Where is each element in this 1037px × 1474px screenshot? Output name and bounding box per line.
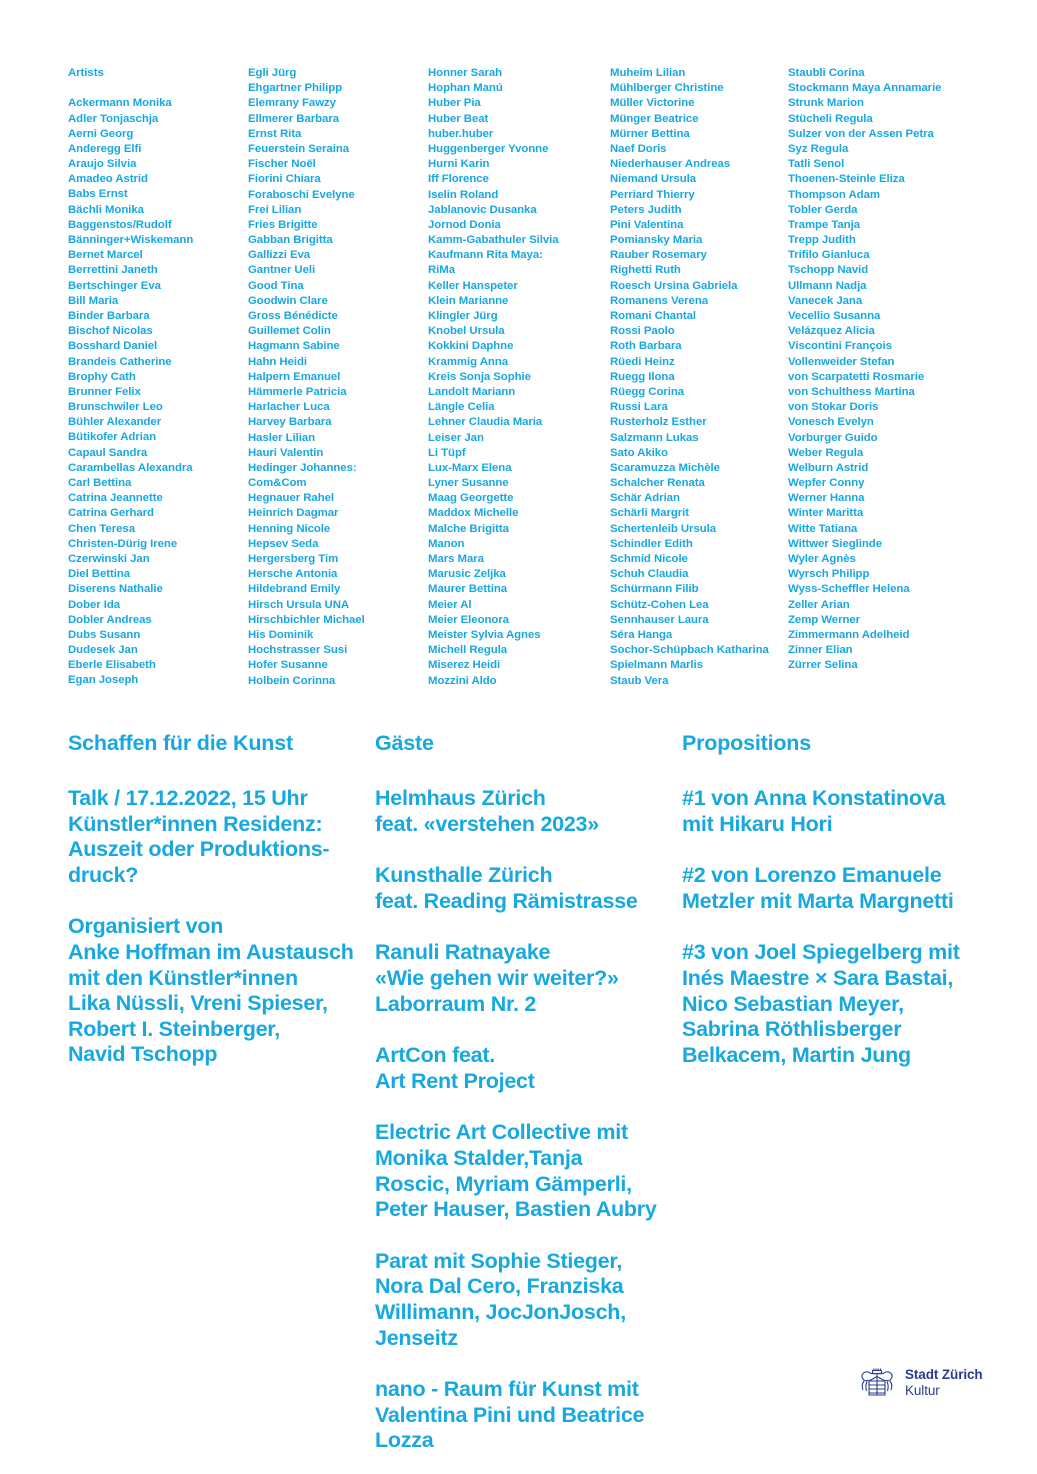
artist-name: Ernst Rita — [248, 127, 302, 140]
artist-name: Witte Tatiana — [788, 522, 858, 535]
artist-name: Leiser Jan — [428, 431, 484, 444]
entry-line: Belkacem, Martin Jung — [682, 1042, 911, 1067]
entry-line: Laborraum Nr. 2 — [375, 991, 537, 1016]
artist-name: Czerwinski Jan — [68, 552, 150, 565]
artist-name: Wyrsch Philipp — [788, 568, 870, 581]
artist-name: Vecellio Susanna — [788, 310, 881, 322]
artist-name: Jablanovic Dusanka — [428, 203, 537, 216]
artist-name: Hophan Manú — [428, 82, 503, 95]
artist-name: Ullmann Nadja — [788, 279, 867, 292]
artist-name: Lyner Susanne — [428, 477, 509, 490]
artist-name: Brunner Felix — [68, 385, 141, 398]
artist-name: Ruegg Ilona — [610, 370, 675, 383]
entry-line: Nora Dal Cero, Franziska — [375, 1274, 624, 1299]
artist-name: von Schulthess Martina — [788, 385, 915, 398]
artist-name: Zemp Werner — [788, 613, 861, 626]
artist-name: Eberle Elisabeth — [68, 659, 156, 672]
artist-name: Staubli Corina — [788, 67, 865, 79]
entry-line: #3 von Joel Spiegelberg mit — [682, 940, 960, 965]
artist-name: Münger Beatrice — [610, 112, 699, 125]
artist-name: Christen-Dürig Irene — [68, 537, 178, 550]
artist-name: Krammig Anna — [428, 355, 508, 368]
artist-name: Vonesch Evelyn — [788, 416, 874, 429]
artist-name: Tschopp Navid — [788, 264, 869, 277]
artist-name: Hirschbichler Michael — [248, 613, 365, 626]
artist-name: Klein Marianne — [428, 294, 509, 307]
artist-name: Carl Bettina — [68, 477, 132, 490]
artists-list — [68, 66, 980, 689]
entry-line: Willimann, JocJonJosch, — [375, 1299, 626, 1324]
artist-name: Hahn Heidi — [248, 355, 307, 368]
artist-name: Brunschwiler Leo — [68, 401, 163, 414]
artist-name: Schürmann Filib — [610, 583, 699, 596]
artist-name: Hildebrand Emily — [248, 583, 341, 596]
artist-name: Zeller Arian — [788, 598, 850, 611]
artist-name: Bischof Nicolas — [68, 325, 153, 338]
artist-name: Hegnauer Rahel — [248, 492, 335, 505]
kunsthalle-entry — [375, 863, 682, 914]
artist-name: Bertschinger Eva — [68, 279, 161, 292]
artist-name: Russi Lara — [610, 401, 668, 414]
entry-line: #2 von Lorenzo Emanuele — [682, 863, 942, 888]
artist-name: Syz Regula — [788, 142, 849, 155]
entry-line: Jenseitz — [375, 1325, 458, 1350]
artist-name: Huber Beat — [428, 112, 489, 125]
artist-name: Salzmann Lukas — [610, 431, 699, 444]
entry-line: ArtCon feat. — [375, 1043, 496, 1068]
entry-line: Sabrina Röthlisberger — [682, 1017, 902, 1042]
artist-name: Bühler Alexander — [68, 416, 162, 429]
artist-name: Pomiansky Maria — [610, 234, 703, 247]
artist-name: Meier Eleonora — [428, 613, 509, 626]
entry-line: Navid Tschopp — [68, 1042, 218, 1067]
artist-name: Goodwin Clare — [248, 294, 328, 307]
artist-name: Rossi Paolo — [610, 325, 675, 338]
entry-line: Valentina Pini und Beatrice — [375, 1402, 645, 1427]
artist-name: Schindler Edith — [610, 537, 693, 550]
artist-name: Bosshard Daniel — [68, 340, 158, 353]
artist-name: Hirsch Ursula UNA — [248, 598, 350, 611]
artist-name: Tatli Senol — [788, 158, 845, 171]
artist-name: Egli Jürg — [248, 67, 297, 79]
artists-column-1 — [68, 66, 248, 689]
artist-name: Werner Hanna — [788, 492, 865, 505]
section-heading-gaeste: Gäste — [375, 731, 434, 755]
artist-name: Séra Hanga — [610, 628, 673, 641]
artist-name: Manon — [428, 537, 465, 550]
artist-name: Anderegg Elfi — [68, 142, 142, 155]
artist-name: Henning Nicole — [248, 522, 331, 535]
entry-line: Electric Art Collective mit — [375, 1120, 628, 1145]
artist-name: Hersche Antonia — [248, 568, 338, 581]
artist-name: Schalcher Renata — [610, 477, 705, 490]
entry-line: «Wie gehen wir weiter?» — [375, 965, 619, 990]
artist-name: Sato Akiko — [610, 446, 668, 459]
artist-name: Hämmerle Patricia — [248, 385, 347, 398]
artist-name: Catrina Jeannette — [68, 492, 163, 505]
entry-line: Anke Hoffman im Austausch — [68, 939, 354, 964]
artist-name: Zinner Elian — [788, 644, 853, 657]
artist-name: Welburn Astrid — [788, 461, 869, 474]
artist-name: Brandeis Catherine — [68, 355, 172, 368]
artist-name: Viscontini François — [788, 340, 892, 353]
artist-name: Li Tüpf — [428, 446, 466, 459]
artist-name: Knobel Ursula — [428, 325, 505, 338]
entry-line: Art Rent Project — [375, 1068, 535, 1093]
artist-name: Sennhauser Laura — [610, 613, 709, 626]
artist-name: Egan Joseph — [68, 674, 139, 687]
artist-name: Dudesek Jan — [68, 644, 138, 657]
entry-line: mit den Künstler*innen — [68, 965, 298, 990]
artist-name: Hochstrasser Susi — [248, 644, 348, 657]
artist-name: Jornod Donia — [428, 218, 501, 231]
artist-name: Kreis Sonja Sophie — [428, 370, 531, 383]
artist-name: Roesch Ursina Gabriela — [610, 279, 738, 292]
artist-name: Dubs Susann — [68, 628, 141, 641]
artist-name: Mars Mara — [428, 553, 484, 565]
artist-name: Romani Chantal — [610, 310, 697, 322]
artist-name: Babs Ernst — [68, 188, 128, 201]
entry-line: Organisiert von — [68, 914, 224, 939]
artist-name: Bill Maria — [68, 294, 119, 307]
proposition-3-entry — [682, 940, 998, 1068]
entry-line: #1 von Anna Konstatinova — [682, 786, 946, 810]
artist-name: Vanecek Jana — [788, 294, 863, 307]
artist-name: Landolt Mariann — [428, 385, 516, 398]
artist-name: Schuh Claudia — [610, 568, 689, 581]
logo-line-stadt-zuerich: Stadt Zürich — [905, 1367, 983, 1383]
artist-name: Spielmann Marlis — [610, 659, 703, 672]
artist-name: Bächli Monika — [68, 203, 144, 216]
artist-name: Niederhauser Andreas — [610, 158, 731, 171]
entry-line: Kunsthalle Zürich — [375, 863, 553, 888]
artist-name: Perriard Thierry — [610, 188, 695, 201]
artist-name: von Scarpatetti Rosmarie — [788, 370, 925, 383]
artist-name: Fries Brigitte — [248, 218, 318, 231]
artist-name: Michell Regula — [428, 644, 508, 657]
artist-name: Hergersberg Tim — [248, 553, 339, 565]
artist-name: Huggenberger Yvonne — [428, 142, 549, 155]
artist-name: Schär Adrian — [610, 492, 680, 505]
artist-name: Elemrany Fawzy — [248, 97, 336, 110]
entry-line: feat. «verstehen 2023» — [375, 811, 599, 836]
nano-entry — [375, 1377, 682, 1454]
entry-line: Metzler mit Marta Margnetti — [682, 888, 954, 913]
artist-name: Lehner Claudia Maria — [428, 416, 543, 429]
artist-name: Diel Bettina — [68, 568, 131, 581]
artist-name: RiMa — [428, 264, 456, 277]
section-gaeste — [375, 730, 682, 1454]
artist-name: Vorburger Guido — [788, 431, 878, 444]
artist-name: Wyler Agnès — [788, 553, 856, 565]
artist-name: Good Tina — [248, 279, 304, 292]
stadt-zuerich-kultur-logo — [858, 1367, 983, 1399]
entry-line: mit Hikaru Hori — [682, 811, 833, 836]
entry-line: Robert I. Steinberger, — [68, 1016, 280, 1041]
artist-name: Wyss-Scheffler Helena — [788, 583, 910, 596]
parat-entry — [375, 1249, 682, 1351]
artist-name: Heinrich Dagmar — [248, 507, 339, 520]
artist-name: von Stokar Doris — [788, 401, 879, 414]
artist-name: Schärli Margrit — [610, 507, 690, 520]
artist-name: Thoenen-Steinle Eliza — [788, 173, 905, 186]
artist-name: Hofer Susanne — [248, 659, 328, 672]
artist-name: Tobler Gerda — [788, 203, 858, 216]
artist-name: Hepsev Seda — [248, 537, 319, 550]
artist-name: Pini Valentina — [610, 218, 684, 231]
artist-name: Holbein Corinna — [248, 674, 336, 687]
section-heading-schaffen-fuer-die-kunst: Schaffen für die Kunst — [68, 731, 293, 755]
artist-name: Kaufmann Rita Maya: — [428, 249, 543, 262]
artist-name: Schütz-Cohen Lea — [610, 598, 709, 611]
artist-name: Hauri Valentin — [248, 446, 324, 459]
ranuli-entry — [375, 940, 682, 1017]
entry-line: Peter Hauser, Bastien Aubry — [375, 1197, 657, 1222]
artist-name: Gallizzi Eva — [248, 249, 311, 262]
zurich-coat-of-arms-icon — [858, 1367, 896, 1399]
artist-name: Mürner Bettina — [610, 127, 690, 140]
artist-name: Binder Barbara — [68, 309, 150, 322]
artist-name: Gantner Ueli — [248, 264, 316, 277]
artist-name: Aerni Georg — [68, 127, 134, 140]
artcon-entry — [375, 1043, 682, 1094]
artist-name: Dober Ida — [68, 598, 121, 611]
artist-name: His Dominik — [248, 628, 314, 641]
entry-line: Ranuli Ratnayake — [375, 940, 551, 965]
artist-name: Huber Pia — [428, 97, 481, 110]
artist-name: Schertenleib Ursula — [610, 522, 717, 535]
artist-name: Bernet Marcel — [68, 249, 143, 262]
artist-name: Maddox Michelle — [428, 507, 519, 520]
artist-name: Wittwer Sieglinde — [788, 537, 882, 550]
artists-column-5 — [788, 66, 980, 689]
section-schaffen-fuer-die-kunst — [68, 730, 375, 1454]
artist-name: Diserens Nathalie — [68, 583, 163, 596]
artist-name: Roth Barbara — [610, 340, 682, 353]
entry-line: Lika Nüssli, Vreni Spieser, — [68, 991, 328, 1016]
artist-name: Vollenweider Stefan — [788, 355, 895, 368]
artist-name: Fischer Noël — [248, 158, 316, 171]
artist-name: Schmid Nicole — [610, 553, 688, 565]
artist-name: Lux-Marx Elena — [428, 461, 512, 474]
artist-name: Rusterholz Esther — [610, 416, 707, 429]
artist-name: Meier Al — [428, 598, 472, 611]
artist-name: Capaul Sandra — [68, 446, 148, 459]
artist-name: Chen Teresa — [68, 522, 135, 535]
section-heading-propositions: Propositions — [682, 731, 811, 755]
entry-line: Auszeit oder Produktions- — [68, 837, 330, 862]
artist-name: Halpern Emanuel — [248, 370, 341, 383]
artist-name: Rüedi Heinz — [610, 355, 675, 368]
artist-name: Sochor-Schüpbach Katharina — [610, 644, 769, 657]
artist-name: huber.huber — [428, 127, 494, 140]
entry-line: Künstler*innen Residenz: — [68, 811, 323, 836]
artist-name: Iselin Roland — [428, 188, 499, 201]
artist-name: Malche Brigitta — [428, 522, 509, 535]
artist-name: Fiorini Chiara — [248, 173, 321, 186]
talk-entry — [68, 786, 375, 888]
artist-name: Strunk Marion — [788, 97, 864, 110]
entry-line: Roscic, Myriam Gämperli, — [375, 1171, 632, 1196]
artist-name: Frei Lilian — [248, 203, 302, 216]
artist-name: Peters Judith — [610, 203, 682, 216]
artist-name: Harvey Barbara — [248, 416, 332, 429]
entry-line: nano - Raum für Kunst mit — [375, 1377, 639, 1402]
section-propositions — [682, 730, 998, 1454]
artist-name: Thompson Adam — [788, 188, 880, 201]
artist-name: Adler Tonjaschja — [68, 112, 159, 125]
artist-name: Müller Victorine — [610, 97, 695, 110]
artist-name: Keller Hanspeter — [428, 279, 518, 292]
artist-name: Hagmann Sabine — [248, 340, 340, 353]
artist-name: Trifilo Gianluca — [788, 249, 870, 262]
artist-name: Längle Celia — [428, 401, 495, 414]
artist-name: Hedinger Johannes: — [248, 461, 357, 474]
entry-line: Parat mit Sophie Stieger, — [375, 1248, 623, 1273]
artist-name: Marusic Zeljka — [428, 568, 506, 581]
artists-column-3 — [428, 66, 610, 689]
artist-name: Stücheli Regula — [788, 112, 873, 125]
organisiert-von-entry — [68, 914, 375, 1068]
artist-name: Hasler Lilian — [248, 431, 316, 444]
artist-name: Velázquez Alicia — [788, 325, 875, 338]
entry-line: Talk / 17.12.2022, 15 Uhr — [68, 786, 308, 810]
artists-column-2 — [248, 66, 428, 689]
logo-line-kultur: Kultur — [905, 1383, 940, 1398]
artist-name: Zimmermann Adelheid — [788, 628, 910, 641]
artist-name: Catrina Gerhard — [68, 507, 154, 520]
artist-name: Dobler Andreas — [68, 613, 152, 626]
artist-name: Ackermann Monika — [68, 97, 172, 110]
artist-name: Amadeo Astrid — [68, 173, 148, 186]
artist-name: Scaramuzza Michèle — [610, 461, 720, 474]
entry-line: feat. Reading Rämistrasse — [375, 888, 638, 913]
artist-name: Bänninger+Wiskemann — [68, 234, 194, 247]
entry-line: Nico Sebastian Meyer, — [682, 991, 904, 1016]
artist-name: Winter Maritta — [788, 507, 864, 520]
helmhaus-entry — [375, 786, 682, 837]
artist-name: Mühlberger Christine — [610, 82, 724, 95]
artist-name: Weber Regula — [788, 446, 864, 459]
artist-name: Rauber Rosemary — [610, 249, 707, 262]
artist-name: Gross Bénédicte — [248, 310, 338, 322]
artist-name: Harlacher Luca — [248, 401, 330, 414]
artist-name: Araujo Silvia — [68, 158, 137, 171]
artist-name: Hurni Karin — [428, 158, 490, 171]
artist-name: Ehgartner Philipp — [248, 82, 343, 95]
artist-name: Rüegg Corina — [610, 385, 685, 398]
entry-line: Lozza — [375, 1428, 434, 1453]
program-sections — [68, 730, 998, 1454]
electric-art-collective-entry — [375, 1120, 682, 1222]
artist-name: Honner Sarah — [428, 67, 503, 79]
entry-line: druck? — [68, 862, 139, 887]
artist-name: Iff Florence — [428, 173, 489, 186]
artist-name: Romanens Verena — [610, 294, 709, 307]
proposition-1-entry — [682, 786, 998, 837]
entry-line: Inés Maestre × Sara Bastai, — [682, 965, 954, 990]
artists-column-4 — [610, 66, 788, 689]
artist-name: Maag Georgette — [428, 492, 514, 505]
artist-name: Sulzer von der Assen Petra — [788, 127, 934, 140]
artist-name: Guillemet Colin — [248, 325, 331, 338]
proposition-2-entry — [682, 863, 998, 914]
artist-name: Stockmann Maya Annamarie — [788, 82, 942, 95]
artist-name: Com&Com — [248, 477, 307, 490]
artist-name: Staub Vera — [610, 674, 669, 687]
artist-name: Maurer Bettina — [428, 583, 508, 596]
artist-name: Ellmerer Barbara — [248, 112, 340, 125]
artist-name: Zürrer Selina — [788, 659, 858, 672]
artist-name: Klingler Jürg — [428, 310, 498, 322]
artist-name: Baggenstos/Rudolf — [68, 218, 172, 231]
artist-name: Meister Sylvia Agnes — [428, 628, 541, 641]
artist-name: Mozzini Aldo — [428, 674, 497, 687]
artist-name: Miserez Heidi — [428, 659, 501, 672]
entry-line: Helmhaus Zürich — [375, 786, 546, 810]
artist-name: Trepp Judith — [788, 234, 856, 247]
logo-wordmark — [905, 1367, 983, 1399]
artist-name: Brophy Cath — [68, 370, 136, 383]
entry-line: Monika Stalder,Tanja — [375, 1145, 583, 1170]
artist-name: Trampe Tanja — [788, 218, 860, 231]
artist-name: Naef Doris — [610, 142, 667, 155]
artist-name: Wepfer Conny — [788, 477, 865, 490]
artist-name: Carambellas Alexandra — [68, 461, 193, 474]
artist-name: Kamm-Gabathuler Silvia — [428, 234, 559, 247]
artists-heading: Artists — [68, 67, 104, 79]
artist-name: Kokkini Daphne — [428, 340, 514, 353]
artist-name: Bütikofer Adrian — [68, 431, 157, 444]
artist-name: Muheim Lilian — [610, 67, 686, 79]
artist-name: Righetti Ruth — [610, 264, 681, 277]
artist-name: Niemand Ursula — [610, 173, 697, 186]
artist-name: Foraboschi Evelyne — [248, 188, 355, 201]
artist-name: Feuerstein Seraina — [248, 142, 350, 155]
artist-name: Berrettini Janeth — [68, 264, 158, 277]
artist-name: Gabban Brigitta — [248, 234, 333, 247]
